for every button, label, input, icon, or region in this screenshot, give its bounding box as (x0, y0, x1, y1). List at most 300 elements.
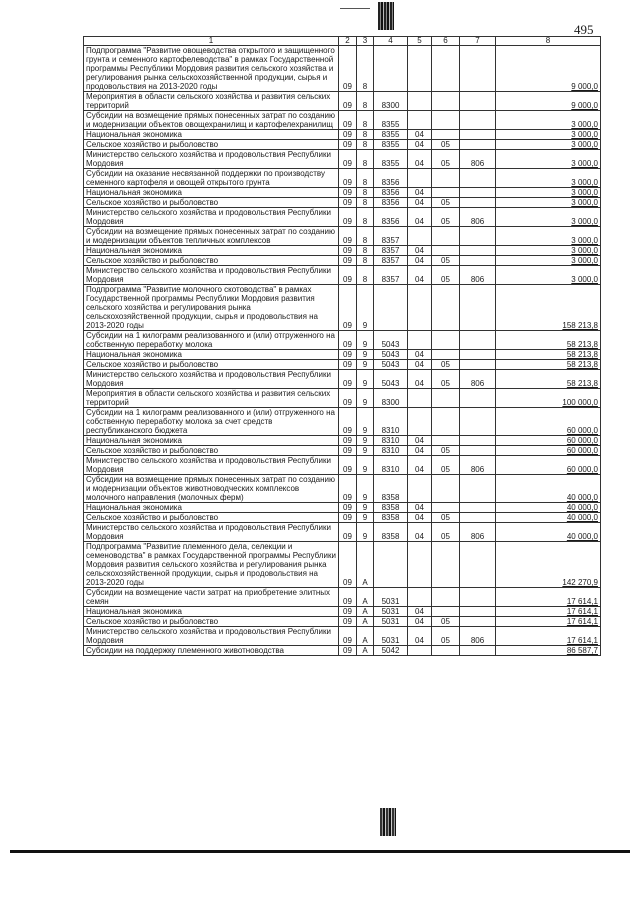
row-code-7 (460, 130, 496, 140)
row-code-7: 806 (460, 627, 496, 646)
row-amount: 9 000,0 (496, 92, 601, 111)
row-name-cell: Субсидии на возмещение части затрат на приобретение элитных семян (84, 588, 339, 607)
table-row (84, 436, 601, 446)
row-amount: 3 000,0 (496, 208, 601, 227)
row-code-7: 806 (460, 370, 496, 389)
row-code-3: А (357, 646, 374, 656)
page-number: 495 (574, 22, 594, 37)
row-code-5: 04 (408, 617, 432, 627)
table-row (84, 588, 601, 607)
row-code-7 (460, 92, 496, 111)
row-code-5: 04 (408, 446, 432, 456)
row-code-2: 09 (339, 436, 357, 446)
row-name-cell: Субсидии на возмещение прямых понесенных затрат по созданию и модернизации объектов животноводческих комплексов молочного направления (молочных ферм) (84, 475, 339, 503)
row-code-2: 09 (339, 542, 357, 588)
table-row (84, 446, 601, 456)
row-name-cell: Сельское хозяйство и рыболовство (84, 446, 339, 456)
row-code-5 (408, 111, 432, 130)
row-amount: 3 000,0 (496, 111, 601, 130)
row-amount: 3 000,0 (496, 256, 601, 266)
row-code-4 (374, 542, 408, 588)
row-code-2: 09 (339, 111, 357, 130)
row-code-6: 05 (432, 256, 460, 266)
row-amount: 40 000,0 (496, 513, 601, 523)
row-amount: 40 000,0 (496, 475, 601, 503)
row-amount: 17 614,1 (496, 627, 601, 646)
row-code-6 (432, 227, 460, 246)
row-code-5: 04 (408, 188, 432, 198)
table-row (84, 370, 601, 389)
row-code-3: 8 (357, 140, 374, 150)
row-code-7 (460, 513, 496, 523)
table-row (84, 198, 601, 208)
table-row (84, 169, 601, 188)
row-code-4: 5042 (374, 646, 408, 656)
row-code-7 (460, 256, 496, 266)
row-code-7 (460, 188, 496, 198)
row-name-cell: Субсидии на оказание несвязанной поддержки по производству семенного картофеля и овощей открытого грунта (84, 169, 339, 188)
row-code-6: 05 (432, 198, 460, 208)
row-code-6: 05 (432, 266, 460, 285)
row-code-5: 04 (408, 266, 432, 285)
row-code-6 (432, 92, 460, 111)
row-name-cell: Национальная экономика (84, 503, 339, 513)
row-name-cell: Подпрограмма "Развитие племенного дела, селекции и семеноводства" в рамках Государственной программы Республики Мордовия развития сельского хозяйства и регулирования рынка сельскохозяйственной продукции, сырья и продовольствия на 2013-2020 годы (84, 542, 339, 588)
row-code-6: 05 (432, 446, 460, 456)
row-code-5: 04 (408, 350, 432, 360)
row-code-5: 04 (408, 513, 432, 523)
row-code-6: 05 (432, 370, 460, 389)
row-code-3: 8 (357, 256, 374, 266)
row-code-6 (432, 542, 460, 588)
row-code-3: 9 (357, 475, 374, 503)
row-code-6 (432, 646, 460, 656)
row-amount: 17 614,1 (496, 588, 601, 607)
row-code-5 (408, 331, 432, 350)
row-code-2: 09 (339, 208, 357, 227)
row-code-3: А (357, 607, 374, 617)
row-code-5: 04 (408, 256, 432, 266)
row-name-cell: Сельское хозяйство и рыболовство (84, 198, 339, 208)
row-code-6 (432, 475, 460, 503)
row-code-3: 8 (357, 130, 374, 140)
row-name-cell: Субсидии на поддержку племенного животноводства (84, 646, 339, 656)
row-code-4: 8355 (374, 111, 408, 130)
row-name-cell: Национальная экономика (84, 350, 339, 360)
table-row (84, 266, 601, 285)
row-amount: 3 000,0 (496, 130, 601, 140)
row-code-2: 09 (339, 130, 357, 140)
row-code-6: 05 (432, 513, 460, 523)
row-code-7 (460, 607, 496, 617)
row-name-cell: Сельское хозяйство и рыболовство (84, 513, 339, 523)
row-name-cell: Министерство сельского хозяйства и продовольствия Республики Мордовия (84, 208, 339, 227)
row-name-cell: Субсидии на возмещение прямых понесенных затрат по созданию и модернизации объектов овощехранилищ и картофелехранилищ (84, 111, 339, 130)
scan-artifact-bottom (380, 808, 396, 836)
row-code-4: 8358 (374, 503, 408, 513)
table-row (84, 285, 601, 331)
row-code-5: 04 (408, 198, 432, 208)
row-code-7 (460, 588, 496, 607)
row-code-3: А (357, 627, 374, 646)
row-code-6 (432, 389, 460, 408)
table-row (84, 188, 601, 198)
header-col-4: 4 (374, 37, 408, 46)
row-amount: 40 000,0 (496, 503, 601, 513)
row-code-4: 8357 (374, 227, 408, 246)
table-row (84, 130, 601, 140)
row-code-3: 8 (357, 246, 374, 256)
row-code-6 (432, 246, 460, 256)
header-col-1: 1 (84, 37, 339, 46)
row-amount: 3 000,0 (496, 169, 601, 188)
row-code-4: 8358 (374, 475, 408, 503)
table-row (84, 92, 601, 111)
row-code-7 (460, 617, 496, 627)
table-row (84, 627, 601, 646)
row-code-2: 09 (339, 256, 357, 266)
row-code-2: 09 (339, 266, 357, 285)
row-code-2: 09 (339, 588, 357, 607)
table-row (84, 389, 601, 408)
table-row (84, 350, 601, 360)
row-code-4: 8356 (374, 169, 408, 188)
row-code-4: 8300 (374, 92, 408, 111)
row-amount: 60 000,0 (496, 436, 601, 446)
row-code-3: 9 (357, 456, 374, 475)
table-row (84, 227, 601, 246)
row-name-cell: Подпрограмма "Развитие молочного скотоводства" в рамках Государственной программы Республики Мордовия развития сельского хозяйства и регулирования рынка сельскохозяйственной продукции, сырья и продовольствия на 2013-2020 годы (84, 285, 339, 331)
row-code-5 (408, 285, 432, 331)
row-code-4 (374, 46, 408, 92)
row-code-5 (408, 408, 432, 436)
row-name-cell: Субсидии на возмещение прямых понесенных затрат по созданию и модернизации объектов тепличных комплексов (84, 227, 339, 246)
scan-artifact-dash (340, 8, 370, 9)
table-row (84, 607, 601, 617)
row-code-5: 04 (408, 436, 432, 446)
row-code-3: 8 (357, 169, 374, 188)
row-code-3: 9 (357, 446, 374, 456)
row-code-2: 09 (339, 227, 357, 246)
row-code-2: 09 (339, 523, 357, 542)
row-code-6: 05 (432, 208, 460, 227)
row-code-6 (432, 130, 460, 140)
row-code-3: 9 (357, 523, 374, 542)
row-code-7 (460, 475, 496, 503)
row-code-4 (374, 285, 408, 331)
bottom-rule (10, 850, 630, 853)
row-code-6: 05 (432, 140, 460, 150)
scan-artifact-top (378, 2, 394, 30)
row-name-cell: Мероприятия в области сельского хозяйства и развития сельских территорий (84, 92, 339, 111)
row-code-5: 04 (408, 246, 432, 256)
row-code-7 (460, 46, 496, 92)
row-amount: 58 213,8 (496, 350, 601, 360)
budget-table (83, 36, 601, 656)
row-code-2: 09 (339, 646, 357, 656)
row-code-2: 09 (339, 408, 357, 436)
row-code-6: 05 (432, 523, 460, 542)
row-amount: 58 213,8 (496, 370, 601, 389)
table-row (84, 408, 601, 436)
row-code-2: 09 (339, 140, 357, 150)
row-code-6 (432, 503, 460, 513)
row-code-3: 9 (357, 285, 374, 331)
header-col-6: 6 (432, 37, 460, 46)
row-amount: 3 000,0 (496, 140, 601, 150)
row-code-3: 9 (357, 503, 374, 513)
row-code-2: 09 (339, 331, 357, 350)
row-name-cell: Национальная экономика (84, 246, 339, 256)
row-code-5 (408, 92, 432, 111)
row-code-7 (460, 111, 496, 130)
row-code-7 (460, 285, 496, 331)
row-amount: 58 213,8 (496, 360, 601, 370)
row-code-7: 806 (460, 456, 496, 475)
row-name-cell: Сельское хозяйство и рыболовство (84, 140, 339, 150)
row-code-6 (432, 46, 460, 92)
table-row (84, 150, 601, 169)
row-code-6 (432, 436, 460, 446)
header-col-5: 5 (408, 37, 432, 46)
table-row (84, 256, 601, 266)
row-code-5 (408, 475, 432, 503)
row-code-5: 04 (408, 130, 432, 140)
row-code-4: 8355 (374, 140, 408, 150)
row-name-cell: Национальная экономика (84, 607, 339, 617)
row-code-7 (460, 350, 496, 360)
row-code-2: 09 (339, 446, 357, 456)
row-code-4: 5031 (374, 607, 408, 617)
row-code-3: 8 (357, 266, 374, 285)
row-code-2: 09 (339, 513, 357, 523)
table-row (84, 646, 601, 656)
row-amount: 86 587,7 (496, 646, 601, 656)
row-code-6 (432, 350, 460, 360)
row-amount: 3 000,0 (496, 227, 601, 246)
row-code-7 (460, 169, 496, 188)
row-code-4: 5031 (374, 627, 408, 646)
row-name-cell: Подпрограмма "Развитие овощеводства открытого и защищенного грунта и семенного картофелеводства" в рамках Государственной программы Республики Мордовия развития сельского хозяйства и регулирования рынка сельскохозяйственной продукции, сырья и продовольствия на 2013-2020 годы (84, 46, 339, 92)
row-code-7 (460, 227, 496, 246)
row-code-6: 05 (432, 617, 460, 627)
row-code-4: 8356 (374, 208, 408, 227)
row-code-5: 04 (408, 456, 432, 475)
row-code-4: 8358 (374, 523, 408, 542)
row-name-cell: Министерство сельского хозяйства и продовольствия Республики Мордовия (84, 456, 339, 475)
row-code-3: 8 (357, 227, 374, 246)
row-code-4: 8356 (374, 198, 408, 208)
row-code-7 (460, 436, 496, 446)
row-code-2: 09 (339, 370, 357, 389)
row-name-cell: Национальная экономика (84, 436, 339, 446)
row-code-4: 5031 (374, 588, 408, 607)
row-code-2: 09 (339, 627, 357, 646)
row-code-2: 09 (339, 169, 357, 188)
row-code-2: 09 (339, 617, 357, 627)
row-code-7 (460, 360, 496, 370)
row-amount: 3 000,0 (496, 198, 601, 208)
row-code-7: 806 (460, 266, 496, 285)
table-row (84, 513, 601, 523)
row-code-6 (432, 169, 460, 188)
row-code-6: 05 (432, 456, 460, 475)
row-amount: 3 000,0 (496, 266, 601, 285)
row-code-2: 09 (339, 503, 357, 513)
row-name-cell: Министерство сельского хозяйства и продовольствия Республики Мордовия (84, 150, 339, 169)
row-code-4: 8358 (374, 513, 408, 523)
row-code-3: 9 (357, 408, 374, 436)
row-code-4: 5043 (374, 360, 408, 370)
row-amount: 142 270,9 (496, 542, 601, 588)
row-code-7 (460, 646, 496, 656)
row-amount: 158 213,8 (496, 285, 601, 331)
table-row (84, 140, 601, 150)
row-amount: 40 000,0 (496, 523, 601, 542)
row-code-2: 09 (339, 350, 357, 360)
row-code-2: 09 (339, 456, 357, 475)
row-code-7: 806 (460, 523, 496, 542)
row-code-2: 09 (339, 46, 357, 92)
row-amount: 17 614,1 (496, 607, 601, 617)
row-name-cell: Национальная экономика (84, 130, 339, 140)
row-code-4: 8300 (374, 389, 408, 408)
row-code-4: 5043 (374, 370, 408, 389)
row-code-2: 09 (339, 360, 357, 370)
row-code-5 (408, 542, 432, 588)
row-name-cell: Мероприятия в области сельского хозяйства и развития сельских территорий (84, 389, 339, 408)
row-code-5: 04 (408, 627, 432, 646)
row-code-2: 09 (339, 246, 357, 256)
row-code-5 (408, 646, 432, 656)
row-code-5 (408, 588, 432, 607)
row-code-3: 9 (357, 513, 374, 523)
table-row (84, 208, 601, 227)
row-code-2: 09 (339, 150, 357, 169)
row-code-4: 8310 (374, 408, 408, 436)
row-code-7 (460, 331, 496, 350)
table-row (84, 542, 601, 588)
table-row (84, 475, 601, 503)
table-row (84, 503, 601, 513)
row-code-3: 8 (357, 46, 374, 92)
header-col-7: 7 (460, 37, 496, 46)
row-code-3: 9 (357, 331, 374, 350)
row-code-3: 9 (357, 389, 374, 408)
row-code-5 (408, 389, 432, 408)
table-row (84, 523, 601, 542)
row-code-4: 5031 (374, 617, 408, 627)
row-code-3: 8 (357, 150, 374, 169)
row-code-4: 5043 (374, 331, 408, 350)
row-code-3: 9 (357, 360, 374, 370)
row-code-6 (432, 111, 460, 130)
row-name-cell: Сельское хозяйство и рыболовство (84, 256, 339, 266)
row-code-5 (408, 227, 432, 246)
row-code-3: 9 (357, 370, 374, 389)
row-amount: 3 000,0 (496, 246, 601, 256)
row-code-4: 8355 (374, 130, 408, 140)
row-code-6: 05 (432, 360, 460, 370)
table-row (84, 46, 601, 92)
row-code-3: 8 (357, 188, 374, 198)
row-code-5: 04 (408, 370, 432, 389)
row-name-cell: Министерство сельского хозяйства и продовольствия Республики Мордовия (84, 523, 339, 542)
row-code-3: 8 (357, 92, 374, 111)
row-code-5: 04 (408, 208, 432, 227)
row-code-7 (460, 446, 496, 456)
header-col-3: 3 (357, 37, 374, 46)
row-code-4: 8355 (374, 150, 408, 169)
row-amount: 3 000,0 (496, 150, 601, 169)
row-code-4: 8356 (374, 188, 408, 198)
row-code-5: 04 (408, 523, 432, 542)
row-amount: 60 000,0 (496, 408, 601, 436)
row-amount: 60 000,0 (496, 446, 601, 456)
row-code-3: А (357, 617, 374, 627)
row-code-6 (432, 588, 460, 607)
row-code-4: 8310 (374, 446, 408, 456)
row-amount: 58 213,8 (496, 331, 601, 350)
row-code-6 (432, 285, 460, 331)
row-code-2: 09 (339, 389, 357, 408)
row-code-3: А (357, 542, 374, 588)
row-code-7 (460, 246, 496, 256)
table-row (84, 246, 601, 256)
row-name-cell: Сельское хозяйство и рыболовство (84, 617, 339, 627)
row-code-6: 05 (432, 627, 460, 646)
row-code-7 (460, 408, 496, 436)
row-amount: 100 000,0 (496, 389, 601, 408)
row-name-cell: Субсидии на 1 килограмм реализованного и (или) отгруженного на собственную переработку молока за счет средств республиканского бюджета (84, 408, 339, 436)
row-code-7: 806 (460, 208, 496, 227)
row-code-4: 5043 (374, 350, 408, 360)
row-code-4: 8310 (374, 436, 408, 446)
table-row (84, 617, 601, 627)
row-code-4: 8357 (374, 246, 408, 256)
row-code-7: 806 (460, 150, 496, 169)
row-code-7 (460, 389, 496, 408)
table-row (84, 360, 601, 370)
row-code-3: А (357, 588, 374, 607)
row-code-7 (460, 198, 496, 208)
row-code-5: 04 (408, 503, 432, 513)
table-row (84, 456, 601, 475)
row-name-cell: Сельское хозяйство и рыболовство (84, 360, 339, 370)
row-code-5: 04 (408, 607, 432, 617)
row-name-cell: Министерство сельского хозяйства и продовольствия Республики Мордовия (84, 266, 339, 285)
row-code-3: 8 (357, 111, 374, 130)
row-code-3: 9 (357, 436, 374, 446)
row-code-4: 8357 (374, 256, 408, 266)
row-code-6: 05 (432, 150, 460, 169)
row-code-7 (460, 503, 496, 513)
row-name-cell: Министерство сельского хозяйства и продовольствия Республики Мордовия (84, 370, 339, 389)
header-col-8: 8 (496, 37, 601, 46)
row-code-2: 09 (339, 198, 357, 208)
table-header-row (84, 37, 601, 46)
row-name-cell: Субсидии на 1 килограмм реализованного и (или) отгруженного на собственную переработку молока (84, 331, 339, 350)
row-code-5: 04 (408, 150, 432, 169)
row-code-6 (432, 188, 460, 198)
row-code-4: 8310 (374, 456, 408, 475)
row-code-5 (408, 169, 432, 188)
row-code-3: 8 (357, 198, 374, 208)
row-code-6 (432, 607, 460, 617)
row-code-4: 8357 (374, 266, 408, 285)
row-amount: 9 000,0 (496, 46, 601, 92)
row-amount: 60 000,0 (496, 456, 601, 475)
